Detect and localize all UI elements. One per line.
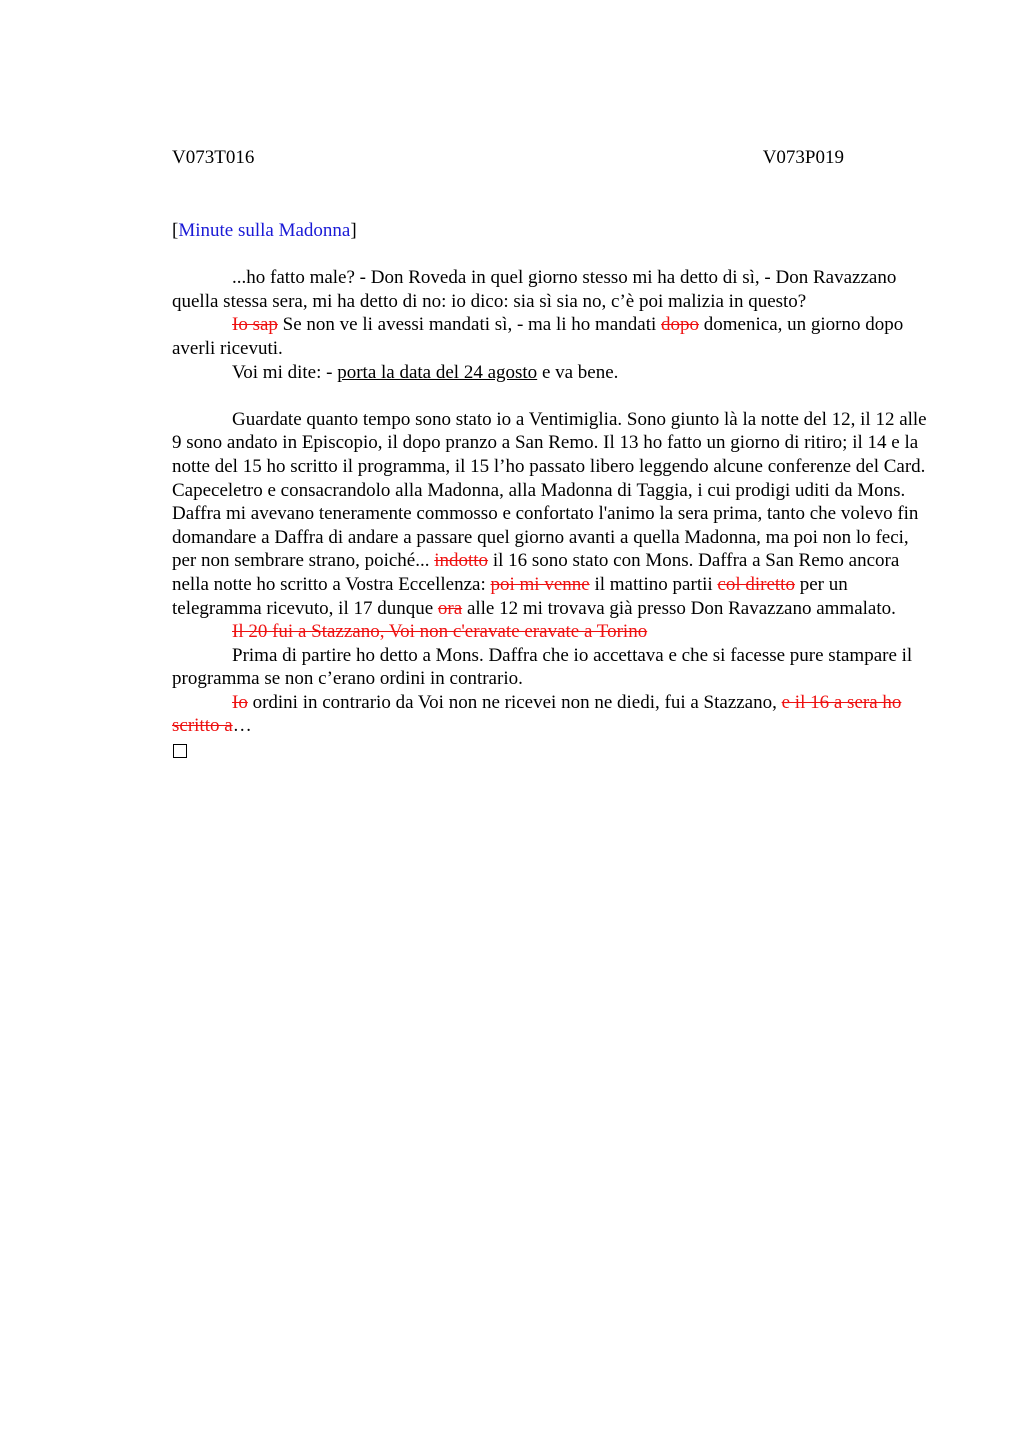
document-code-left: V073T016 [172, 147, 255, 168]
title-text: Minute sulla Madonna [178, 220, 351, 241]
paragraph-gap [172, 384, 932, 408]
title-close-bracket: ] [350, 220, 357, 241]
paragraph-text: domenica, un giorno dopo averli ricevuti. [172, 314, 904, 359]
document-page [172, 146, 932, 765]
paragraph-4 [172, 408, 932, 620]
paragraph-5 [172, 620, 932, 644]
paragraph-text: Guardate quanto tempo sono stato io a Ventimiglia. Sono giunto là la notte del 12, il 12 alle 9 sono andato in Episcopio, il dopo pranzo a San Remo. Il 13 ho fatto un giorno di ritiro; il 14 e la notte del 15 ho scritto il programma, il 15 l’ho passato libero leggendo alcune conferenze del Card. Capeceletro e consacrandolo alla Madonna, alla Madonna di Taggia, i cui prodigi uditi da Mons. Daffra mi avevano teneramente commosso e confortato l'animo la sera prima, tanto che volevo fin domandare a Daffra di andare a passare quel giorno avanti a quella Madonna, ma poi non lo feci, per non sembrare strano, poiché... [172, 408, 927, 572]
paragraph-2 [172, 313, 932, 360]
paragraph-text: il mattino partii [589, 573, 718, 595]
paragraph-text: alle 12 mi trovava già presso Don Ravazzano ammalato. [462, 597, 896, 619]
deleted-text: indotto [434, 550, 489, 572]
paragraph-text: ordini in contrario da Voi non ne ricevei non ne diedi, fui a Stazzano, [247, 691, 782, 713]
deleted-text: Io [232, 691, 248, 713]
paragraph-3 [172, 361, 932, 385]
paragraph-gap [172, 243, 932, 267]
paragraph-1: ...ho fatto male? - Don Roveda in quel giorno stesso mi ha detto di sì, - Don Ravazzano quella stessa sera, mi ha detto di no: io dico: sia sì sia no, c’è poi malizia in questo? [172, 267, 897, 312]
paragraph-6: Prima di partire ho detto a Mons. Daffra che io accettava e che si facesse pure stampare il programma se non c’erano ordini in contrario. [172, 644, 913, 690]
paragraph-text: il 16 sono stato con Mons. Daffra a San Remo ancora nella notte ho scritto a Vostra Eccellenza: [172, 550, 900, 595]
paragraph-7 [172, 691, 932, 738]
paragraph-text: … [232, 715, 252, 737]
deleted-text: poi mi venne [490, 573, 590, 595]
square-outline-icon [173, 744, 187, 758]
title-open-bracket: [ [172, 220, 179, 241]
deleted-text: col diretto [717, 573, 795, 595]
document-title [172, 219, 932, 243]
deleted-text: Il 20 fui a Stazzano, Voi non c'eravate eravate a Torino [232, 621, 648, 643]
deleted-text: dopo [661, 314, 700, 336]
document-header [172, 146, 932, 170]
paragraph-text: e va bene. [537, 361, 619, 383]
paragraph-text: Se non ve li avessi mandati sì, - ma li ho mandati [277, 314, 662, 336]
paragraph-text: per un telegramma ricevuto, il 17 dunque [172, 573, 848, 619]
deleted-text: Io sap [232, 314, 278, 336]
deleted-text: ora [437, 597, 463, 619]
deleted-text: e il 16 a sera ho scritto a [172, 691, 902, 737]
end-marker [172, 738, 932, 765]
paragraph-text: Voi mi dite: - [232, 361, 338, 383]
document-code-right: V073P019 [762, 147, 844, 168]
underlined-text: porta la data del 24 agosto [337, 361, 538, 383]
